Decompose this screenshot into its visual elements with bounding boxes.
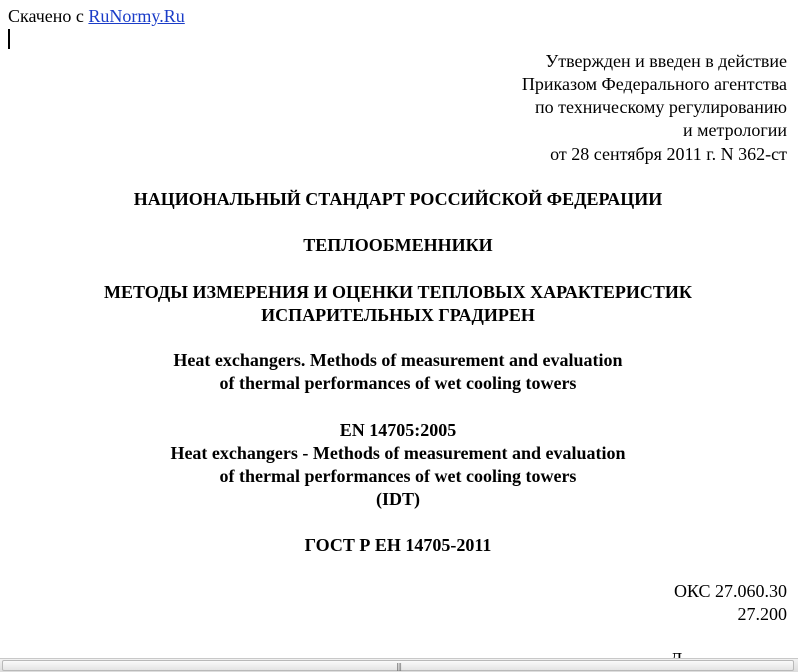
english-title-line-2: of thermal performances of wet cooling towers xyxy=(219,373,577,393)
gost-designation: ГОСТ Р ЕН 14705-2011 xyxy=(304,535,492,555)
oks-code-1: ОКС 27.060.30 xyxy=(673,581,787,601)
en-standard-degree: (IDT) xyxy=(376,489,420,509)
approval-line-3: по техническому регулированию xyxy=(534,97,787,117)
approval-line-5: от 28 сентября 2011 г. N 362-ст xyxy=(550,144,787,164)
horizontal-scrollbar[interactable] xyxy=(0,658,798,672)
source-line xyxy=(8,5,185,27)
english-title-line-1: Heat exchangers. Methods of measurement and evaluation xyxy=(173,350,623,370)
en-standard-line-2: of thermal performances of wet cooling towers xyxy=(219,466,577,486)
approval-line-1: Утвержден и введен в действие xyxy=(545,51,787,71)
standard-subtitle-line-1: МЕТОДЫ ИЗМЕРЕНИЯ И ОЦЕНКИ ТЕПЛОВЫХ ХАРАКТЕРИСТИК xyxy=(104,282,692,302)
standard-subtitle-line-2: ИСПАРИТЕЛЬНЫХ ГРАДИРЕН xyxy=(261,305,535,325)
standard-heading: НАЦИОНАЛЬНЫЙ СТАНДАРТ РОССИЙСКОЙ ФЕДЕРАЦИИ xyxy=(133,189,663,209)
scrollbar-thumb[interactable] xyxy=(2,660,794,671)
standard-title: ТЕПЛООБМЕННИКИ xyxy=(303,235,493,255)
scrollbar-grip-icon: ||| xyxy=(396,662,402,671)
en-standard-line-1: Heat exchangers - Methods of measurement and evaluation xyxy=(170,443,626,463)
en-standard-code: EN 14705:2005 xyxy=(339,420,457,440)
approval-line-4: и метрологии xyxy=(683,120,787,140)
approval-line-2: Приказом Федерального агентства xyxy=(521,74,787,94)
source-link[interactable]: RuNormy.Ru xyxy=(88,6,185,26)
oks-code-2: 27.200 xyxy=(737,604,787,624)
text-cursor xyxy=(8,29,10,49)
source-prefix: Скачено с xyxy=(8,6,84,26)
